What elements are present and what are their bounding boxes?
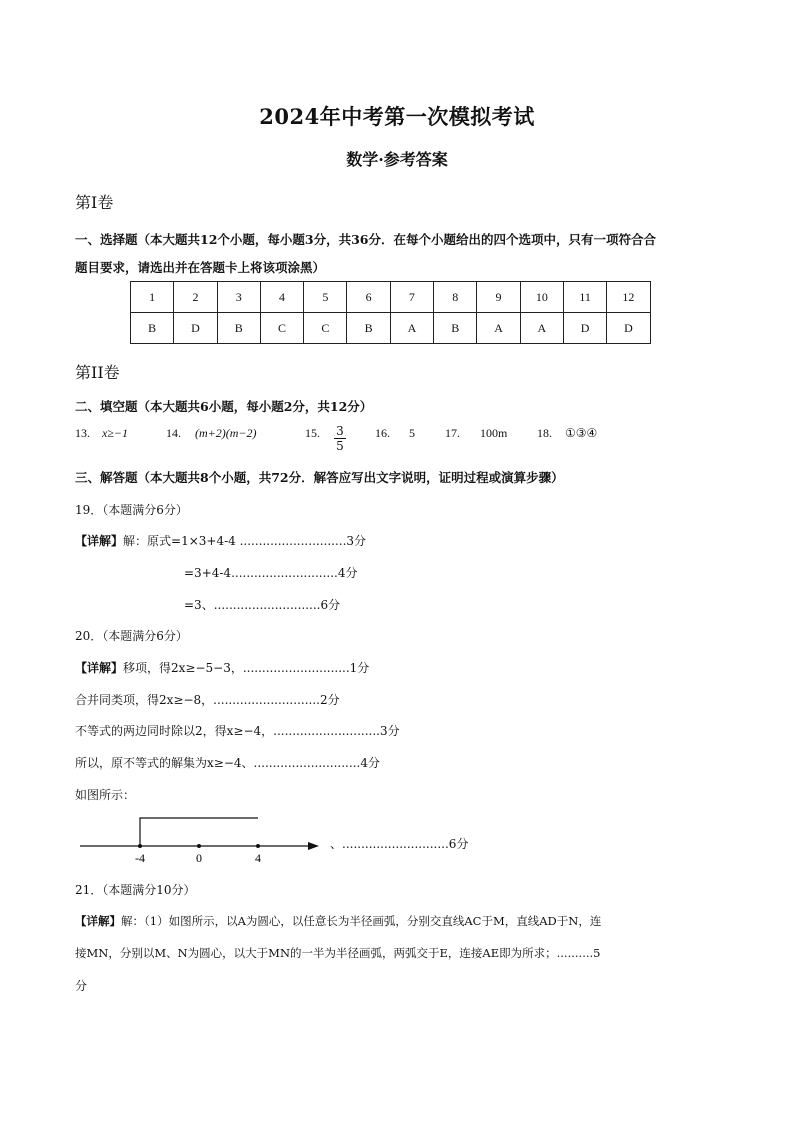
fill-q15-number: 15. (305, 426, 320, 440)
table-cell: A (390, 313, 433, 344)
solve-section-heading: 三、解答题（本大题共8个小题，共72分．解答应写出文字说明，证明过程或演算步骤） (75, 470, 564, 485)
q20-line2: 合并同类项，得2x≥−8，............................2分 (75, 693, 340, 707)
answer-number-row (131, 282, 651, 313)
part1-label: 第Ⅰ卷 (75, 193, 114, 212)
q21-heading: 21．（本题满分10分） (75, 883, 196, 897)
fraction-numerator: 3 (336, 424, 344, 438)
table-cell: 9 (477, 282, 520, 313)
fill-q13-number: 13. (75, 426, 90, 440)
table-cell: D (563, 313, 606, 344)
table-cell: A (520, 313, 563, 344)
q19-heading: 19．（本题满分6分） (75, 503, 188, 517)
fill-q14-answer: (m+2)(m−2) (195, 426, 257, 440)
fill-q18-number: 18. (537, 426, 552, 440)
q20-heading: 20．（本题满分6分） (75, 629, 188, 643)
q20-line1-text: 移项，得2x≥−5−3，............................1分 (123, 661, 370, 675)
axis-point (197, 844, 201, 848)
q20-line3: 不等式的两边同时除以2，得x≥−4，............................3分 (75, 724, 400, 738)
part2-label: 第II卷 (75, 363, 120, 382)
table-cell: 4 (260, 282, 303, 313)
fill-q16-number: 16. (375, 426, 390, 440)
table-cell: 3 (217, 282, 260, 313)
table-cell: 6 (347, 282, 390, 313)
axis-arrow (308, 842, 319, 850)
table-cell: D (174, 313, 217, 344)
q21-line1-text: 解：（1）如图所示，以A为圆心，以任意长为半径画弧，分别交直线AC于M，直线AD于N，连 (121, 914, 602, 928)
table-cell: 10 (520, 282, 563, 313)
q20-line6: 、............................6分 (330, 837, 469, 851)
table-cell: 11 (563, 282, 606, 313)
page-title: 2024年中考第一次模拟考试 (259, 104, 535, 129)
axis-tick-label: -4 (135, 851, 145, 865)
q20-line4: 所以，原不等式的解集为x≥−4、............................4分 (75, 756, 380, 770)
number-line-marks (135, 844, 261, 865)
answer-letter-row (131, 313, 651, 344)
number-line-figure (70, 808, 330, 868)
fill-q17-answer: 100m (480, 426, 508, 440)
q21-line2: 接MN，分别以M、N为圆心，以大于MN的一半为半径画弧，两弧交于E，连接AE即为所求；..........5 (75, 946, 601, 960)
q21-line3: 分 (75, 979, 88, 993)
axis-tick-label: 0 (196, 851, 202, 865)
q19-line1-text: 解：原式=1×3+4-4 ............................3分 (123, 534, 367, 548)
table-cell: B (131, 313, 174, 344)
table-cell: B (434, 313, 477, 344)
fraction-denominator: 5 (334, 438, 346, 453)
fill-q15-fraction (334, 424, 346, 453)
table-cell: 7 (390, 282, 433, 313)
q21-line1 (75, 913, 601, 929)
table-cell: 1 (131, 282, 174, 313)
page-subtitle: 数学·参考答案 (346, 150, 448, 169)
table-cell: 5 (304, 282, 347, 313)
choice-section-line2: 题目要求，请选出并在答题卡上将该项涂黑） (75, 260, 326, 275)
table-cell: D (607, 313, 650, 344)
solution-ray (140, 818, 258, 846)
q19-line3: =3、............................6分 (184, 598, 341, 612)
axis-point (256, 844, 260, 848)
axis-tick-label: 4 (255, 851, 261, 865)
detail-tag: 【详解】 (75, 661, 124, 675)
table-cell: 8 (434, 282, 477, 313)
fill-q13-answer: x≥−1 (102, 426, 129, 440)
q19-line2: =3+4-4............................4分 (184, 566, 358, 580)
detail-tag: 【详解】 (75, 914, 121, 928)
fill-q16-answer: 5 (409, 426, 415, 440)
table-cell: A (477, 313, 520, 344)
answer-table (130, 281, 651, 344)
table-cell: C (260, 313, 303, 344)
table-cell: C (304, 313, 347, 344)
table-cell: 12 (607, 282, 650, 313)
fill-q18-answer: ①③④ (565, 426, 598, 440)
fill-q17-number: 17. (445, 426, 460, 440)
choice-section-line1: 一、选择题（本大题共12个小题，每小题3分，共36分．在每个小题给出的四个选项中，只有一项符合合 (75, 232, 656, 247)
fill-section-heading: 二、填空题（本大题共6小题，每小题2分，共12分） (75, 399, 373, 414)
table-cell: 2 (174, 282, 217, 313)
q20-line1 (75, 659, 369, 676)
table-cell: B (347, 313, 390, 344)
table-cell: B (217, 313, 260, 344)
fill-q14-number: 14. (166, 426, 181, 440)
detail-tag: 【详解】 (75, 534, 124, 548)
q19-line1 (75, 532, 366, 549)
q20-line5: 如图所示： (75, 788, 136, 802)
